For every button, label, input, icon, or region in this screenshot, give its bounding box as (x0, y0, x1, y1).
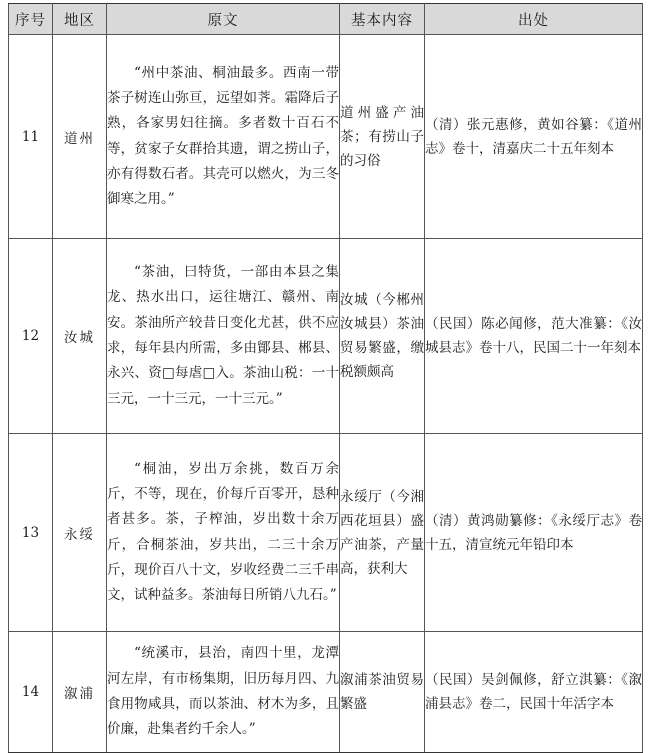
row-original-text (107, 239, 340, 434)
row-source: （清）黄鸿勋纂修：《永绥厅志》卷十五，清宣统元年铅印本 (425, 434, 643, 632)
row-basic-content: 汝城（今郴州汝城县）茶油贸易繁盛，缴税额颇高 (340, 239, 425, 434)
row-original-text (107, 35, 340, 239)
row-basic-content: 溆浦茶油贸易繁盛 (340, 632, 425, 753)
row-original-text (107, 434, 340, 632)
row-original-text (107, 632, 340, 753)
table-row (9, 434, 643, 632)
original-text-content: “统溪市，县治，南四十里，龙潭河左岸，有市杨集期，旧历每月四、九食用物咸具，而以茶油、材木为多，且价廉，赴集者约千余人。” (107, 645, 339, 738)
original-text-content: “桐油，岁出万余挑，数百万余斤，不等，现在，价每斤百零开，恳种者甚多。茶，子榨油，岁出数十余万斤，合桐茶油，岁共出，二三十余万斤，现价百八十文，岁收经费二三千串文，试种益多。茶油每日所销八九石。” (107, 460, 339, 604)
header-original-text: 原文 (107, 4, 340, 35)
row-source: （民国）吴剑佩修，舒立淇纂：《溆浦县志》卷二，民国十年活字本 (425, 632, 643, 753)
row-region: 道州 (53, 35, 107, 239)
row-basic-content: 道州盛产油茶；有捞山子的习俗 (340, 35, 425, 239)
row-region: 溆浦 (53, 632, 107, 753)
row-index: 13 (9, 434, 53, 632)
original-text-content: “茶油，曰特货，一部由本县之集龙、热水出口，运往塘江、赣州、南安。茶油所产较昔日变化尤甚，供不应求，每年县内所需，多由鄮县、郴县、永兴、资□每虐□入。茶油山税：一十三元，一十三元，一十三元。” (107, 264, 339, 407)
table-row (9, 239, 643, 434)
row-source: （民国）陈必闻修，范大准纂：《汝城县志》卷十八，民国二十一年刻本 (425, 239, 643, 434)
header-source: 出处 (425, 4, 643, 35)
table-row (9, 35, 643, 239)
row-index: 14 (9, 632, 53, 753)
header-index: 序号 (9, 4, 53, 35)
row-region: 永绥 (53, 434, 107, 632)
header-row (9, 4, 643, 35)
original-text-content: “州中茶油、桐油最多。西南一带茶子树连山弥亘，远望如荠。霜降后子熟，各家男妇往摘。多者数十百石不等，贫家子女群拾其遗，谓之捞山子，亦有得数石者。其壳可以燃火，为三冬御寒之用。” (107, 64, 339, 208)
header-basic-content: 基本内容 (340, 4, 425, 35)
row-region: 汝城 (53, 239, 107, 434)
table-row (9, 632, 643, 753)
row-source: （清）张元惠修，黄如谷纂：《道州志》卷十，清嘉庆二十五年刻本 (425, 35, 643, 239)
data-table (8, 3, 643, 753)
row-index: 12 (9, 239, 53, 434)
row-index: 11 (9, 35, 53, 239)
header-region: 地区 (53, 4, 107, 35)
row-basic-content: 永绥厅（今湘西花垣县）盛产油茶，产量高，获利大 (340, 434, 425, 632)
